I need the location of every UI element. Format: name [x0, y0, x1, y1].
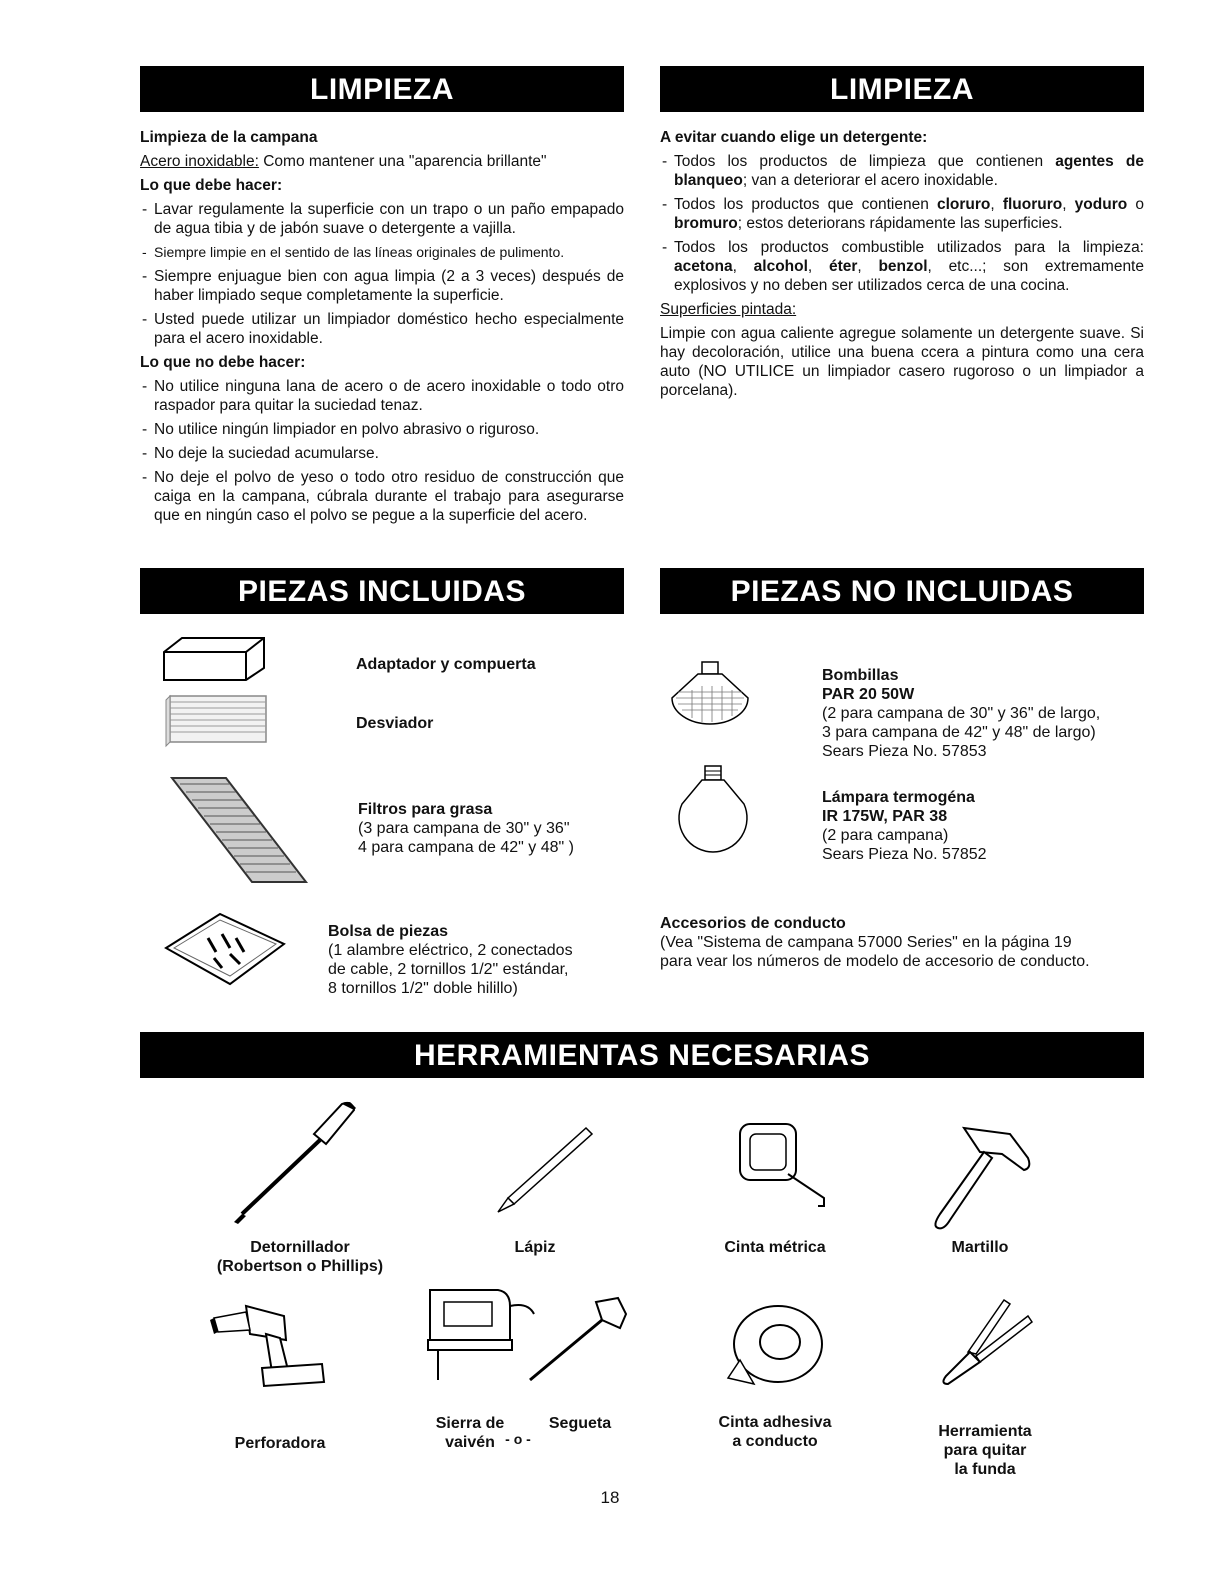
lampara-block: [822, 788, 987, 864]
diverter-icon: [164, 692, 270, 748]
section-title: LIMPIEZA: [310, 73, 454, 106]
list-item: - No deje el polvo de yeso o todo otro residuo de construcción que caiga en la campana, cúbrala durante el trabajo para asegurarse que en ningún caso el polvo se pegue a la superficie del acero.: [140, 468, 624, 525]
or-separator: - o -: [505, 1431, 531, 1447]
screwdriver-label: [200, 1238, 400, 1276]
text-bold: alcohol: [753, 258, 808, 275]
label-line: Herramienta: [938, 1423, 1032, 1440]
text: ,: [857, 258, 879, 275]
hammer-label: Martillo: [951, 1239, 1009, 1256]
desviador-label: Desviador: [356, 715, 434, 732]
duct-tape-label: [700, 1413, 850, 1451]
text: ; van a deteriorar el acero inoxidable.: [742, 172, 998, 189]
section-bar-limpieza-left: [140, 66, 624, 112]
tape-measure-icon: [732, 1114, 832, 1214]
parts-bag-icon: [160, 908, 290, 988]
section-bar-herramientas: [140, 1032, 1144, 1078]
filtros-line: 4 para campana de 42" y 48" ): [358, 839, 574, 856]
grease-filter-icon: [170, 774, 310, 886]
text-bold: yoduro: [1074, 196, 1128, 213]
bombillas-line: (2 para campana de 30" y 36" de largo,: [822, 705, 1101, 722]
section-bar-limpieza-right: [660, 66, 1144, 112]
text-bold: acetona: [674, 258, 733, 275]
section-title: PIEZAS INCLUIDAS: [237, 575, 527, 608]
label-line: Cinta adhesiva: [718, 1414, 832, 1431]
nodebe-heading: Lo que no debe hacer:: [140, 354, 306, 371]
text: Todos los productos de limpieza que contienen: [674, 153, 1056, 170]
accesorios-line: (Vea "Sistema de campana 57000 Series" en la página 19: [660, 934, 1072, 951]
jigsaw-icon: [418, 1284, 538, 1388]
section-title: LIMPIEZA: [830, 73, 974, 106]
pintada-label: Superficies pintada:: [660, 301, 797, 318]
filtros-block: [358, 800, 574, 857]
acero-label: Acero inoxidable:: [140, 153, 259, 170]
list-item: [660, 238, 1144, 295]
acero-text: Como mantener una "aparencia brillante": [263, 153, 547, 170]
label-line: Sierra de: [435, 1415, 505, 1432]
wire-stripper-label: [920, 1422, 1050, 1479]
keyhole-saw-icon: [522, 1294, 630, 1386]
lampara-title: Lámpara termogéna: [822, 789, 975, 806]
avoid-list: [660, 152, 1144, 295]
list-item: - No utilice ninguna lana de acero o de acero inoxidable o todo otro raspador para quitar la suciedad tenaz.: [140, 377, 624, 415]
drill-label: Perforadora: [234, 1435, 326, 1452]
text: ; estos deteriorans rápidamente las superficies.: [737, 215, 1063, 232]
list-item: - Siempre limpie en el sentido de las líneas originales de pulimento.: [140, 243, 624, 262]
pencil-label: Lápiz: [514, 1239, 556, 1256]
bolsa-line: 8 tornillos 1/2" doble hilillo): [328, 980, 518, 997]
drill-icon: [206, 1298, 328, 1388]
tape-measure-label: Cinta métrica: [724, 1239, 826, 1256]
adaptador-label: Adaptador y compuerta: [356, 656, 536, 673]
wire-stripper-icon: [936, 1296, 1036, 1392]
text: Todos los productos combustible utilizados para la limpieza:: [674, 239, 1144, 256]
list-item: - No deje la suciedad acumularse.: [140, 444, 624, 463]
text-bold: benzol: [878, 258, 928, 275]
text-bold: fluoruro: [1002, 196, 1063, 213]
nodebe-list: [140, 377, 624, 525]
cleaning-right-column: [660, 128, 1144, 405]
cleaning-heading: Limpieza de la campana: [140, 129, 318, 146]
lampara-line: (2 para campana): [822, 827, 949, 844]
bolsa-line: de cable, 2 tornillos 1/2" estándar,: [328, 961, 569, 978]
hammer-icon: [924, 1114, 1036, 1232]
label-line: (Robertson o Phillips): [216, 1258, 384, 1275]
accesorios-block: [660, 914, 1150, 971]
label-line: la funda: [954, 1461, 1016, 1478]
text: Todos los productos que contienen: [674, 196, 937, 213]
text-bold: éter: [828, 258, 858, 275]
label-line: a conducto: [732, 1433, 818, 1450]
duct-tape-icon: [724, 1300, 830, 1388]
text-bold: bromuro: [674, 215, 738, 232]
label-line: para quitar: [943, 1442, 1027, 1459]
bombillas-line: Sears Pieza No. 57853: [822, 743, 987, 760]
bolsa-block: [328, 922, 573, 998]
text: ,: [807, 258, 829, 275]
list-item: [660, 195, 1144, 233]
text-bold: cloruro: [936, 196, 991, 213]
bombillas-block: [822, 666, 1100, 761]
label-line: vaivén: [445, 1434, 495, 1451]
bulb-par20-icon: [668, 660, 752, 726]
list-item: - Siempre enjuague bien con agua limpia (2 a 3 veces) después de haber limpiado seque completamente la superficie.: [140, 267, 624, 305]
keyhole-saw-label: Segueta: [548, 1415, 612, 1432]
list-item: - Usted puede utilizar un limpiador doméstico hecho especialmente para el acero inoxidable.: [140, 310, 624, 348]
lampara-model: IR 175W, PAR 38: [822, 808, 948, 825]
section-bar-piezas-incluidas: [140, 568, 624, 614]
filtros-title: Filtros para grasa: [358, 801, 493, 818]
debe-list: [140, 200, 624, 348]
bombillas-line: 3 para campana de 42" y 48" de largo): [822, 724, 1096, 741]
heat-lamp-icon: [674, 764, 754, 856]
list-item: - Lavar regulamente la superficie con un trapo o un paño empapado de agua tibia y de jabón suave o detergente a vajilla.: [140, 200, 624, 238]
section-title: PIEZAS NO INCLUIDAS: [730, 575, 1074, 608]
text-bold: agentes de blanqueo: [674, 153, 1144, 189]
accesorios-title: Accesorios de conducto: [660, 915, 846, 932]
label-line: Detornillador: [250, 1239, 350, 1256]
pencil-icon: [494, 1124, 594, 1214]
section-title: HERRAMIENTAS NECESARIAS: [414, 1039, 870, 1072]
filtros-line: (3 para campana de 30" y 36": [358, 820, 570, 837]
lampara-line: Sears Pieza No. 57852: [822, 846, 987, 863]
list-item: - No utilice ningún limpiador en polvo abrasivo o riguroso.: [140, 420, 624, 439]
text: ,: [1062, 196, 1075, 213]
list-item: [660, 152, 1144, 190]
debe-heading: Lo que debe hacer:: [140, 177, 283, 194]
screwdriver-icon: [230, 1098, 360, 1226]
adapter-box-icon: [160, 634, 270, 682]
detergente-heading: A evitar cuando elige un detergente:: [660, 129, 928, 146]
bolsa-title: Bolsa de piezas: [328, 923, 449, 940]
bombillas-model: PAR 20 50W: [822, 686, 915, 703]
bombillas-title: Bombillas: [822, 667, 899, 684]
acero-line: [140, 152, 624, 171]
pintada-text: Limpie con agua caliente agregue solamente un detergente suave. Si hay decoloración, utilice una buena ccera a pintura como una cera auto (NO UTILICE un limpiador casero rugoroso o un limpiador a porcelana).: [660, 325, 1144, 399]
accesorios-line: para vear los números de modelo de accesorio de conducto.: [660, 953, 1090, 970]
bolsa-line: (1 alambre eléctrico, 2 conectados: [328, 942, 573, 959]
text: o: [1127, 196, 1144, 213]
text: ,: [732, 258, 754, 275]
text: ,: [990, 196, 1003, 213]
cleaning-left-column: [140, 128, 624, 530]
section-bar-piezas-no-incluidas: [660, 568, 1144, 614]
text: , etc...; son extremamente explosivos y no deben ser utilizados cerca de una cocina.: [674, 258, 1144, 294]
page-number: 18: [600, 1488, 620, 1507]
